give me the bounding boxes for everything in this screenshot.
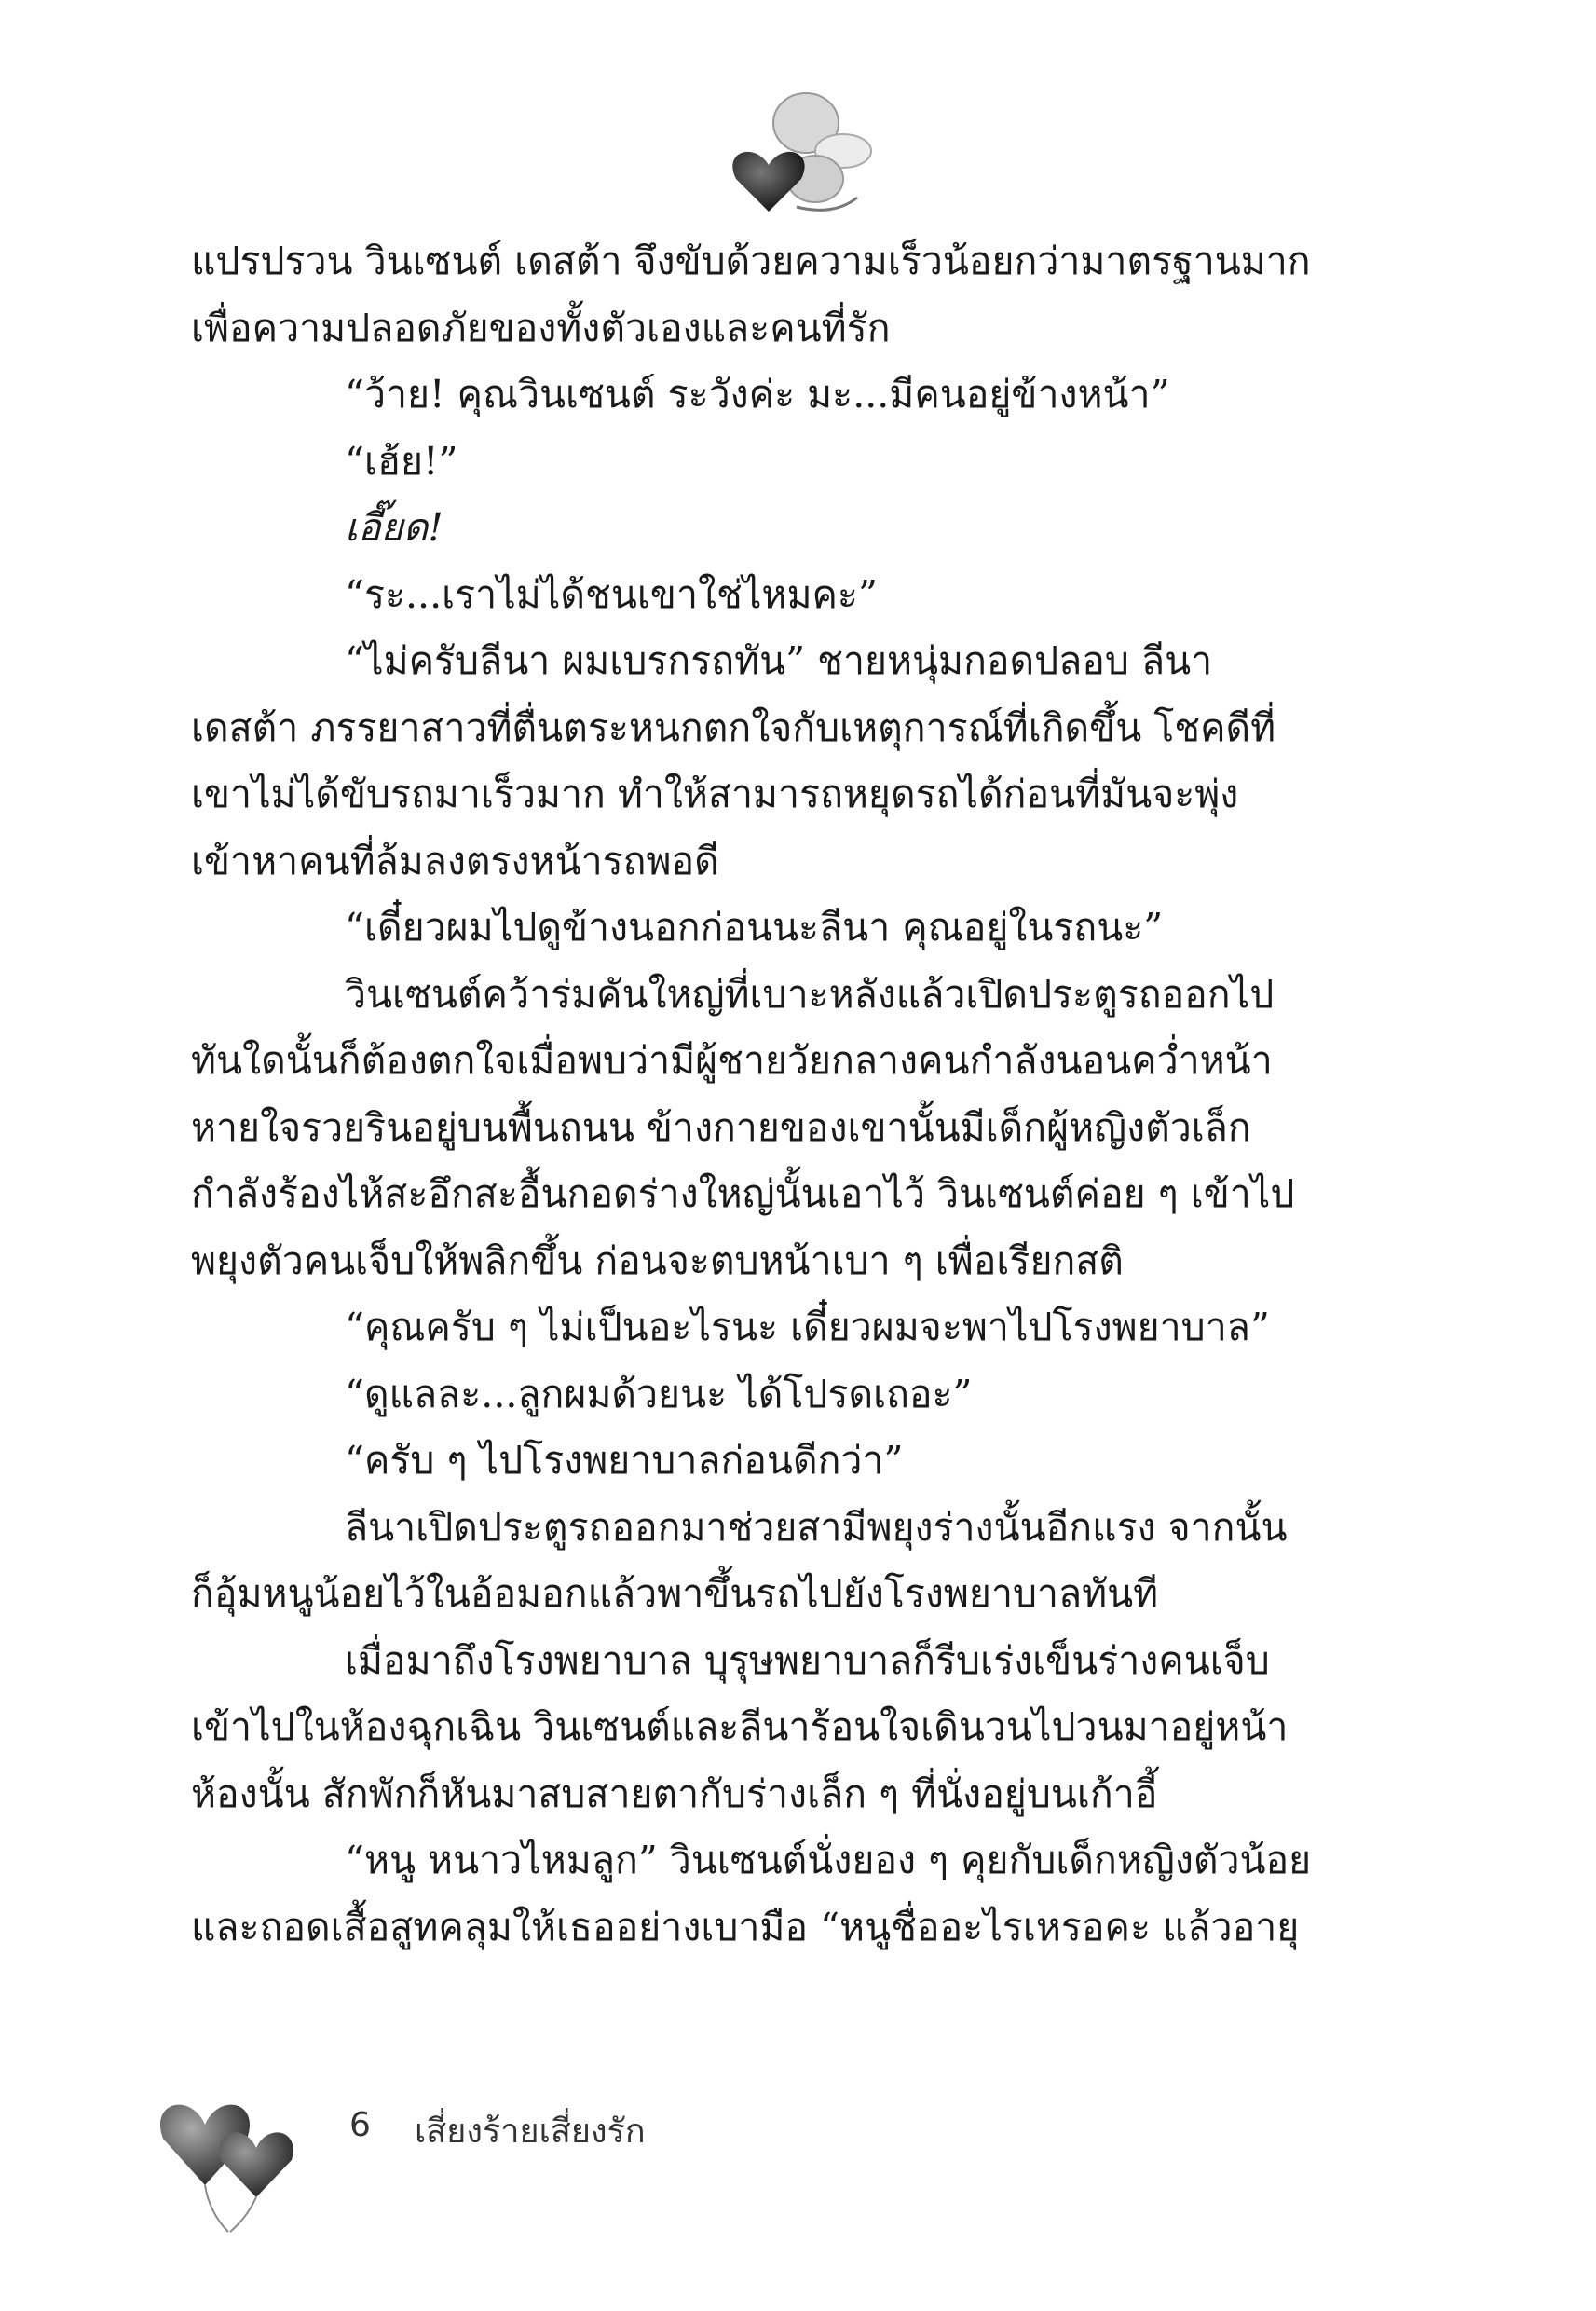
cupid-heart-icon — [703, 76, 890, 230]
text-line: เอี๊ยด! — [345, 505, 443, 550]
text-line: “ดูแลละ...ลูกผมด้วยนะ ได้โปรดเถอะ” — [345, 1371, 973, 1416]
story-body — [191, 228, 1328, 1961]
text-line: เข้าหาคนที่ล้มลงตรงหน้ารถพอดี — [191, 838, 719, 883]
text-line: “หนู หนาวไหมลูก” วินเซนต์นั่งยอง ๆ คุยกับเด็กหญิงตัวน้อย — [345, 1838, 1312, 1882]
text-line: เพื่อความปลอดภัยของทั้งตัวเองและคนที่รัก — [191, 305, 891, 350]
text-line: “ครับ ๆ ไปโรงพยาบาลก่อนดีกว่า” — [345, 1438, 904, 1483]
text-line: “เดี๋ยวผมไปดูข้างนอกก่อนนะลีนา คุณอยู่ในรถนะ” — [345, 905, 1164, 950]
text-line: “เฮ้ย!” — [345, 438, 458, 484]
text-line: “ว้าย! คุณวินเซนต์ ระวังค่ะ มะ...มีคนอยู่ข้างหน้า” — [345, 372, 1170, 417]
text-line: แปรปรวน วินเซนต์ เดสต้า จึงขับด้วยความเร็วน้อยกว่ามาตรฐานมาก — [191, 239, 1311, 283]
text-line: เข้าไปในห้องฉุกเฉิน วินเซนต์และลีนาร้อนใจเดินวนไปวนมาอยู่หน้า — [191, 1704, 1289, 1749]
text-line: หายใจรวยรินอยู่บนพื้นถนน ข้างกายของเขานั้นมีเด็กผู้หญิงตัวเล็ก — [191, 1104, 1251, 1150]
text-line: “ไม่ครับลีนา ผมเบรกรถทัน” ชายหนุ่มกอดปลอบ ลีนา — [345, 638, 1213, 683]
text-line: เมื่อมาถึงโรงพยาบาล บุรุษพยาบาลก็รีบเร่งเข็นร่างคนเจ็บ — [345, 1637, 1270, 1683]
page-number: 6 — [349, 2106, 371, 2144]
text-line: ลีนาเปิดประตูรถออกมาช่วยสามีพยุงร่างนั้นอีกแรง จากนั้น — [345, 1504, 1288, 1550]
text-line: “คุณครับ ๆ ไม่เป็นอะไรนะ เดี๋ยวผมจะพาไปโรงพยาบาล” — [345, 1305, 1270, 1349]
heart-balloons-icon — [154, 2087, 317, 2236]
text-line: พยุงตัวคนเจ็บให้พลิกขึ้น ก่อนจะตบหน้าเบา ๆ เพื่อเรียกสติ — [191, 1238, 1124, 1283]
text-line: และถอดเสื้อสูทคลุมให้เธออย่างเบามือ “หนูชื่ออะไรเหรอคะ แล้วอายุ — [191, 1904, 1300, 1949]
book-title: เสี่ยงร้ายเสี่ยงรัก — [415, 2113, 646, 2151]
text-line: วินเซนต์คว้าร่มคันใหญ่ที่เบาะหลังแล้วเปิดประตูรถออกไป — [345, 971, 1275, 1017]
text-line: ห้องนั้น สักพักก็หันมาสบสายตากับร่างเล็ก ๆ ที่นั่งอยู่บนเก้าอี้ — [191, 1771, 1158, 1816]
text-line: กำลังร้องไห้สะอึกสะอื้นกอดร่างใหญ่นั้นเอาไว้ วินเซนต์ค่อย ๆ เข้าไป — [191, 1171, 1295, 1216]
page-footer — [154, 2087, 806, 2236]
text-line: เขาไม่ได้ขับรถมาเร็วมาก ทำให้สามารถหยุดรถได้ก่อนที่มันจะพุ่ง — [191, 772, 1239, 816]
text-line: เดสต้า ภรรยาสาวที่ตื่นตระหนกตกใจกับเหตุการณ์ที่เกิดขึ้น โชคดีที่ — [191, 704, 1276, 750]
text-line: ทันใดนั้นก็ต้องตกใจเมื่อพบว่ามีผู้ชายวัยกลางคนกำลังนอนคว่ำหน้า — [191, 1038, 1273, 1083]
text-line: ก็อุ้มหนูน้อยไว้ในอ้อมอกแล้วพาขึ้นรถไปยังโรงพยาบาลทันที — [191, 1571, 1159, 1616]
text-line: “ระ...เราไม่ได้ชนเขาใช่ไหมคะ” — [345, 571, 878, 617]
